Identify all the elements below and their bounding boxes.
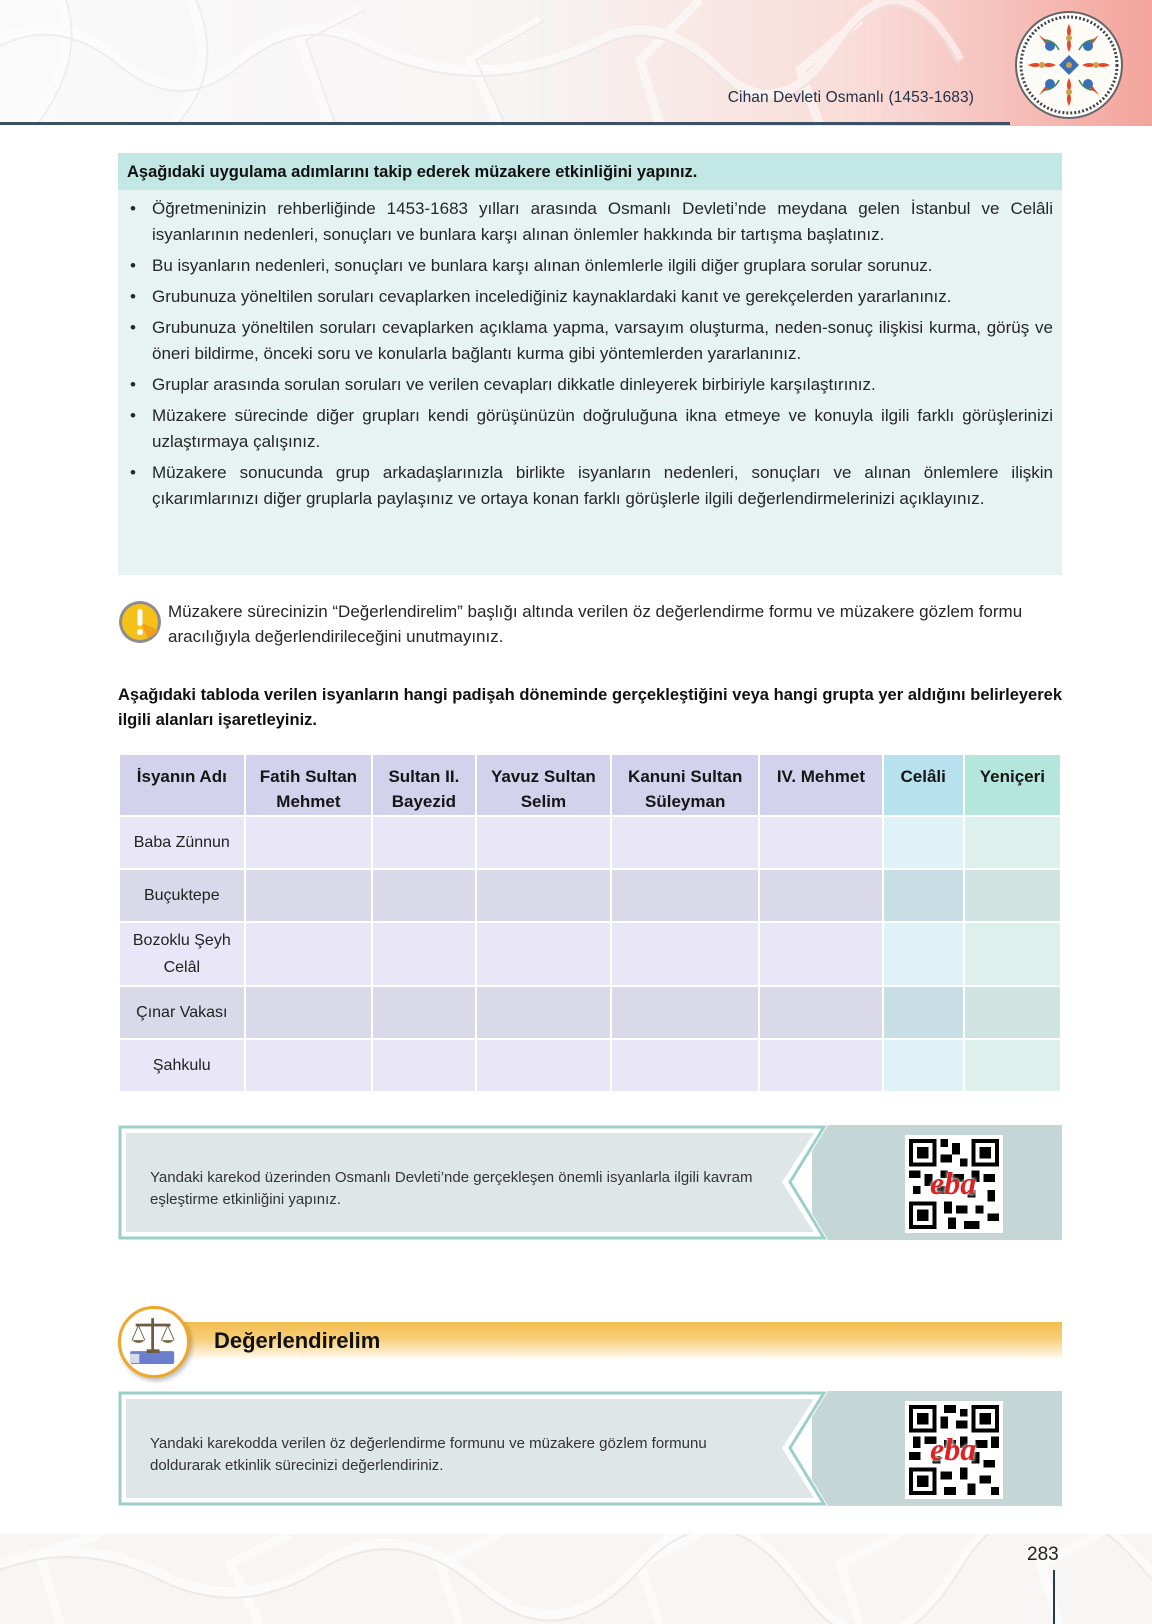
page-footer [0, 1534, 1152, 1624]
activity-step: • Gruplar arasında sorulan soruları ve verilen cevapları dikkatle dinleyerek birbiriyle karşılaştırınız. [127, 372, 1053, 398]
eba-logo: eba [930, 1431, 977, 1467]
table-row [119, 816, 1061, 869]
activity-step: • Grubunuza yöneltilen soruları cevaplarken incelediğiniz kaynaklardaki kanıt ve gerekçelerden yararlanınız. [127, 284, 1053, 310]
activity-step: • Müzakere sonucunda grup arkadaşlarınızla birlikte isyanların nedenleri, sonuçları ve alınan önlemlere ilişkin çıkarımlarınızı diğer gruplarla paylaşınız ve ortaya konan farklı görüşlerle ilgili değerlendirmelerinizi açıklayınız. [127, 460, 1053, 512]
evaluation-text: Yandaki karekodda verilen öz değerlendirme formunu ve müzakere gözlem formunu doldurarak etkinlik sürecinizi değerlendiriniz. [150, 1435, 707, 1474]
mark-cell[interactable] [245, 869, 373, 922]
mark-cell[interactable] [611, 1039, 759, 1092]
mark-cell[interactable] [883, 1039, 964, 1092]
mark-cell[interactable] [964, 816, 1061, 869]
column-header: Yavuz Sultan Selim [476, 754, 612, 816]
mark-cell[interactable] [611, 986, 759, 1039]
column-header: Yeniçeri [964, 754, 1061, 816]
evaluation-qr-box [118, 1391, 1062, 1506]
mark-cell[interactable] [964, 986, 1061, 1039]
qr-activity-box [118, 1125, 1062, 1240]
mark-cell[interactable] [759, 816, 883, 869]
table-header-row [119, 754, 1061, 816]
reminder-note [118, 597, 1062, 653]
mark-cell[interactable] [245, 922, 373, 986]
page-number-rule [1053, 1570, 1055, 1624]
rebellion-name: Çınar Vakası [119, 986, 245, 1039]
mark-cell[interactable] [611, 816, 759, 869]
mark-cell[interactable] [759, 869, 883, 922]
mark-cell[interactable] [245, 986, 373, 1039]
rebellion-name: Buçuktepe [119, 869, 245, 922]
mark-cell[interactable] [372, 869, 475, 922]
reminder-text: Müzakere sürecinizin “Değerlendirelim” başlığı altında verilen öz değerlendirme formu ve müzakere gözlem formu aracılığıyla değerlendirileceğini unutmayınız. [168, 602, 1023, 646]
activity-heading: Aşağıdaki uygulama adımlarını takip ederek müzakere etkinliğini yapınız. [118, 153, 1062, 190]
column-header: Sultan II. Bayezid [372, 754, 475, 816]
mark-cell[interactable] [245, 1039, 373, 1092]
activity-step-list [118, 190, 1062, 512]
mark-cell[interactable] [372, 1039, 475, 1092]
mark-cell[interactable] [759, 986, 883, 1039]
rebellion-name: Bozoklu Şeyh Celâl [119, 922, 245, 986]
mark-cell[interactable] [883, 922, 964, 986]
column-header: Celâli [883, 754, 964, 816]
mark-cell[interactable] [476, 816, 612, 869]
table-instruction: Aşağıdaki tabloda verilen isyanların hangi padişah döneminde gerçekleştiğini veya hangi grupta yer aldığını belirleyerek ilgili alanları işaretleyiniz. [118, 686, 1062, 729]
geometric-pattern-decoration [0, 0, 1152, 126]
column-header: Kanuni Sultan Süleyman [611, 754, 759, 816]
activity-steps-box [118, 153, 1062, 575]
mark-cell[interactable] [611, 869, 759, 922]
table-row [119, 1039, 1061, 1092]
scales-of-justice-icon [118, 1306, 190, 1378]
page-header [0, 0, 1152, 126]
mark-cell[interactable] [964, 1039, 1061, 1092]
column-header: IV. Mehmet [759, 754, 883, 816]
table-row [119, 869, 1061, 922]
mark-cell[interactable] [372, 986, 475, 1039]
mark-cell[interactable] [476, 922, 612, 986]
mark-cell[interactable] [476, 869, 612, 922]
mark-cell[interactable] [883, 816, 964, 869]
activity-step: • Öğretmeninizin rehberliğinde 1453-1683 yılları arasında Osmanlı Devleti’nde meydana gelen İstanbul ve Celâli isyanlarının nedenleri, sonuçları ve bunlara karşı alınan önlemler hakkında bir tartışma başlatınız. [127, 196, 1053, 248]
mark-cell[interactable] [476, 1039, 612, 1092]
ottoman-medallion-icon [1014, 10, 1124, 120]
mark-cell[interactable] [476, 986, 612, 1039]
header-divider [0, 122, 1010, 125]
mark-cell[interactable] [372, 816, 475, 869]
mark-cell[interactable] [964, 869, 1061, 922]
geometric-pattern-decoration [0, 1534, 1152, 1624]
eba-logo: eba [930, 1165, 977, 1201]
mark-cell[interactable] [759, 1039, 883, 1092]
table-row [119, 986, 1061, 1039]
rebellion-table [118, 753, 1062, 1093]
evaluation-section-heading [118, 1306, 1062, 1378]
column-header: İsyanın Adı [119, 754, 245, 816]
page-number: 283 [1027, 1544, 1059, 1565]
activity-step: • Bu isyanların nedenleri, sonuçları ve bunlara karşı alınan önlemlerle ilgili diğer gruplara sorular sorunuz. [127, 253, 1053, 279]
mark-cell[interactable] [611, 922, 759, 986]
table-row [119, 922, 1061, 986]
warning-exclamation-icon [118, 600, 162, 644]
activity-step: • Grubunuza yöneltilen soruları cevaplarken açıklama yapma, varsayım oluşturma, neden-sonuç ilişkisi kurma, görüş ve öneri bildirme, önceki soru ve konularla bağlantı kurma gibi yöntemlerden yararlanınız. [127, 315, 1053, 367]
chapter-title: Cihan Devleti Osmanlı (1453-1683) [727, 89, 974, 106]
mark-cell[interactable] [759, 922, 883, 986]
qr-activity-text: Yandaki karekod üzerinden Osmanlı Devleti’nde gerçekleşen önemli isyanlarla ilgili kavram eşleştirme etkinliğini yapınız. [150, 1169, 753, 1208]
activity-step: • Müzakere sürecinde diğer grupları kendi görüşünüzün doğruluğuna ikna etmeye ve konuyla ilgili farklı görüşlerinizi uzlaştırmaya çalışınız. [127, 403, 1053, 455]
rebellion-name: Baba Zünnun [119, 816, 245, 869]
mark-cell[interactable] [964, 922, 1061, 986]
rebellion-name: Şahkulu [119, 1039, 245, 1092]
column-header: Fatih Sultan Mehmet [245, 754, 373, 816]
mark-cell[interactable] [883, 986, 964, 1039]
evaluation-title: Değerlendirelim [214, 1328, 381, 1353]
mark-cell[interactable] [372, 922, 475, 986]
mark-cell[interactable] [245, 816, 373, 869]
mark-cell[interactable] [883, 869, 964, 922]
